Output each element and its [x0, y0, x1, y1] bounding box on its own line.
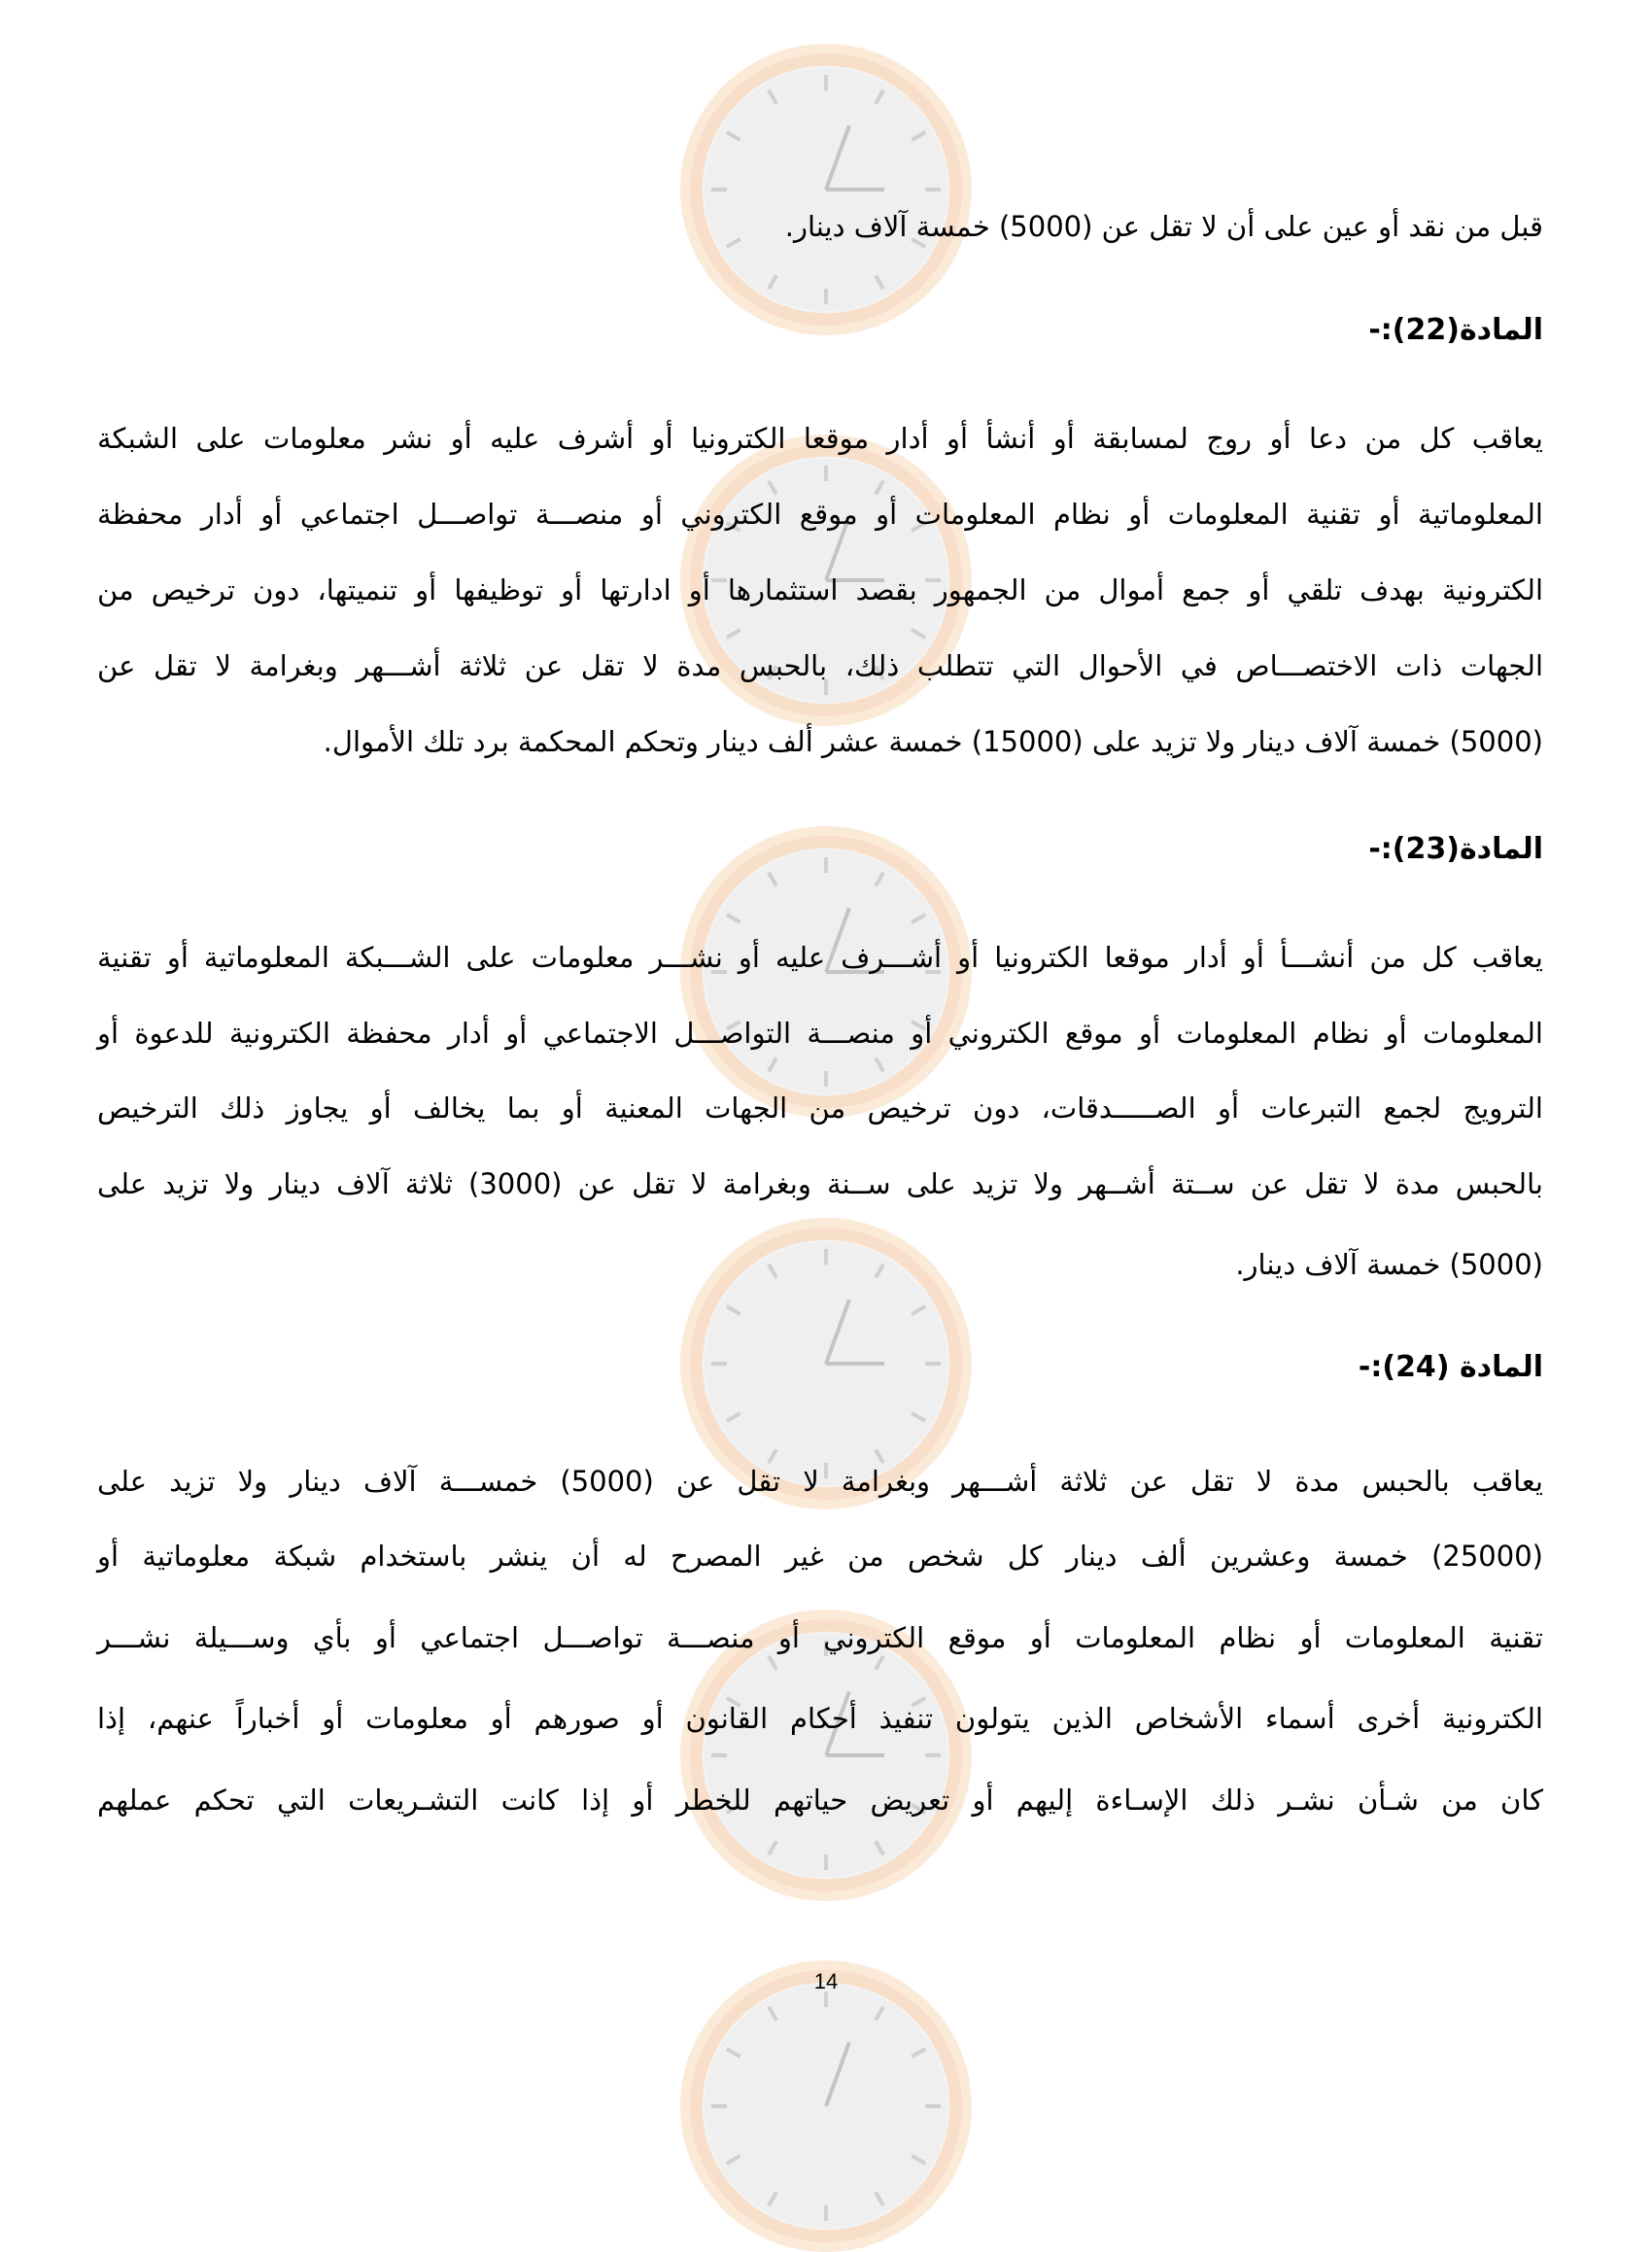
watermark-clock-tick — [925, 188, 941, 191]
article-22-line: المعلوماتية أو تقنية المعلومات أو نظام المعلومات أو موقع الكتروني أو منصـــة تواصـــل اجتماعي أو أدار محفظة — [97, 498, 1543, 531]
article-22-line: (5000) خمسة آلاف دينار ولا تزيد على (15000) خمسة عشر ألف دينار وتحكم المحكمة برد تلك الأموال. — [323, 725, 1543, 758]
article-23-line: المعلومات أو نظام المعلومات أو موقع الكتروني أو منصـــة التواصـــل الاجتماعي أو أدار محفظة الكترونية للدعوة أو — [97, 1017, 1543, 1050]
article-23-line: الترويج لجمع التبرعات أو الصـــــدقات، دون ترخيص من الجهات المعنية أو بما يخالف أو يجاوز ذلك الترخيص — [97, 1091, 1543, 1125]
article-24-line: يعاقب بالحبس مدة لا تقل عن ثلاثة أشـــهر وبغرامة لا تقل عن (5000) خمســـة آلاف دينار ولا تزيد على — [97, 1465, 1543, 1498]
watermark-clock-tick — [824, 2205, 828, 2221]
article-23-line: (5000) خمسة آلاف دينار. — [1235, 1248, 1543, 1281]
watermark-clock-tick — [925, 1362, 941, 1366]
article-22-line: الجهات ذات الاختصـــاص في الأحوال التي تتطلب ذلك، بالحبس مدة لا تقل عن ثلاثة أشـــهر وبغرامة لا تقل عن — [97, 649, 1543, 682]
article-24-line: تقنية المعلومات أو نظام المعلومات أو موقع الكتروني أو منصـــة تواصـــل اجتماعي أو بأي وســـيلة نشـــر — [97, 1621, 1543, 1654]
article-24-line: الكترونية أخرى أسماء الأشخاص الذين يتولون تنفيذ أحكام القانون أو صورهم أو معلومات أو أخباراً عنهم، إذا — [97, 1702, 1543, 1735]
watermark-clock-tick — [824, 1071, 828, 1087]
article-23-heading: المادة(23):- — [1368, 832, 1543, 866]
article-24-line: (25000) خمسة وعشرين ألف دينار كل شخص من غير المصرح له أن ينشر باستخدام شبكة معلوماتية أو — [97, 1540, 1543, 1573]
watermark-clock-tick — [925, 1753, 941, 1757]
article-23-line: يعاقب كل من أنشـــأ أو أدار موقعا الكترونيا أو أشـــرف عليه أو نشـــر معلومات على الشـــبكة المعلوماتية أو تقنية — [97, 941, 1543, 974]
watermark-clock-tick — [711, 188, 727, 191]
watermark-clock-tick — [711, 1753, 727, 1757]
watermark-clock-tick — [925, 2104, 941, 2108]
watermark-clock-tick — [824, 466, 828, 481]
watermark-clock-tick — [711, 2104, 727, 2108]
watermark-clock-tick — [824, 1854, 828, 1870]
watermark-clock-tick — [711, 1362, 727, 1366]
watermark-clock-tick — [824, 857, 828, 873]
intro-line: قبل من نقد أو عين على أن لا تقل عن (5000) خمسة آلاف دينار. — [784, 210, 1543, 243]
article-24-heading: المادة (24):- — [1358, 1350, 1543, 1384]
article-22-heading: المادة(22):- — [1368, 313, 1543, 347]
watermark-clock-tick — [824, 289, 828, 304]
article-23-line: بالحبس مدة لا تقل عن ســتة أشــهر ولا تزيد على ســنة وبغرامة لا تقل عن (3000) ثلاثة آلاف دينار ولا تزيد على — [97, 1167, 1543, 1200]
article-22-line: الكترونية بهدف تلقي أو جمع أموال من الجمهور بقصد استثمارها أو ادارتها أو توظيفها أو تنميتها، دون ترخيص من — [97, 573, 1543, 606]
article-22-line: يعاقب كل من دعا أو روج لمسابقة أو أنشأ أو أدار موقعا الكترونيا أو أشرف عليه أو نشر معلومات على الشبكة — [97, 422, 1543, 455]
article-24-line: كان من شـأن نشـر ذلك الإسـاءة إليهم أو تعريض حياتهم للخطر أو إذا كانت التشـريعات التي تحكم عملهم — [97, 1784, 1543, 1817]
page-number: 14 — [813, 1969, 839, 1993]
watermark-clock-tick — [824, 75, 828, 90]
